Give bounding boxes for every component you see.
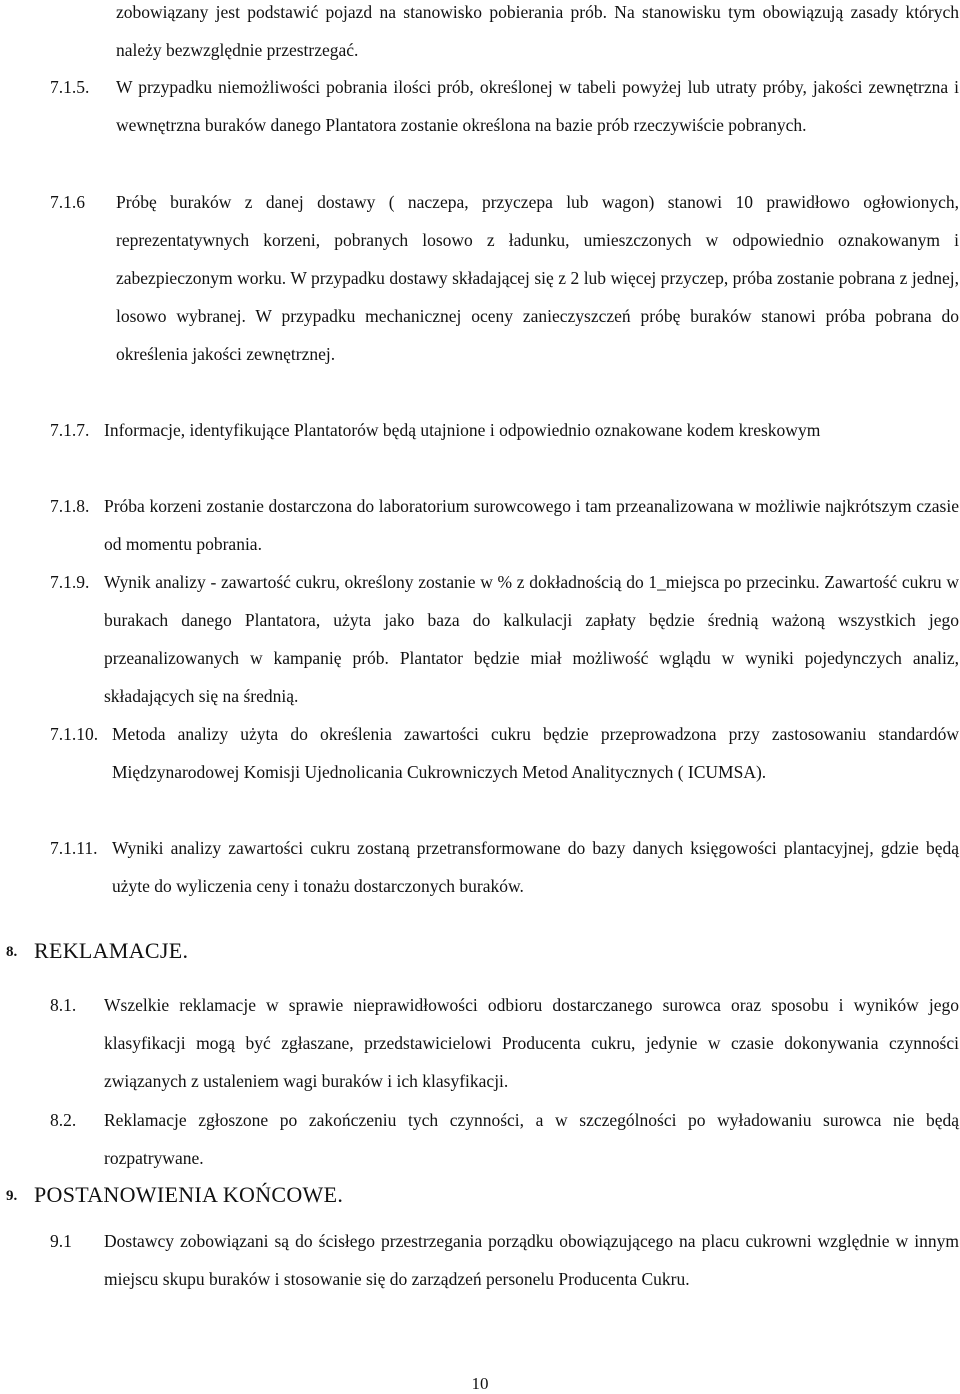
heading-number-8: 8.: [6, 944, 18, 960]
intro-paragraph: zobowiązany jest podstawić pojazd na stanowisko pobierania prób. Na stanowisku tym obowiązują zasady których należy bezwzględnie przestrzegać.: [116, 2, 959, 60]
heading-number-9: 9.: [6, 1188, 18, 1204]
heading-title-reklamacje: REKLAMACJE.: [34, 938, 189, 963]
section-number-7-1-5: 7.1.5.: [50, 77, 90, 97]
section-heading-9: [0, 1180, 960, 1216]
section-number-8-2: 8.2.: [50, 1110, 77, 1130]
section-number-8-1: 8.1.: [50, 995, 77, 1015]
section-number-7-1-7: 7.1.7.: [50, 420, 90, 440]
paragraph-7-1-5: W przypadku niemożliwości pobrania ilości prób, określonej w tabeli powyżej lub utraty próby, jakości zewnętrzna i wewnętrzna buraków danego Plantatora zostanie określona na bazie prób rzeczywiście pobranych.: [116, 77, 959, 135]
heading-title-postanowienia-koncowe: POSTANOWIENIA KOŃCOWE.: [34, 1182, 344, 1207]
section-number-7-1-10: 7.1.10.: [50, 724, 99, 744]
paragraph-8-1: Wszelkie reklamacje w sprawie nieprawidłowości odbioru dostarczanego surowca oraz sposobu i wyników jego klasyfikacji mogą być zgłaszane, przedstawicielowi Producenta cukru, jedynie w czasie dokonywania czynności związanych z ustaleniem wagi buraków i ich klasyfikacji.: [104, 995, 959, 1091]
paragraph-9-1: Dostawcy zobowiązani są do ścisłego przestrzegania porządku obowiązującego na placu cukrowni względnie w innym miejscu skupu buraków i stosowanie się do zarządzeń personelu Producenta Cukru.: [104, 1231, 959, 1289]
paragraph-8-2: Reklamacje zgłoszone po zakończeniu tych czynności, a w szczególności po wyładowaniu surowca nie będą rozpatrywane.: [104, 1110, 959, 1168]
section-number-7-1-9: 7.1.9.: [50, 572, 90, 592]
section-number-9-1: 9.1: [50, 1231, 72, 1251]
paragraph-7-1-9: Wynik analizy - zawartość cukru, określony zostanie w % z dokładnością do 1_miejsca po przecinku. Zawartość cukru w burakach danego Plantatora, użyta jako baza do kalkulacji zapłaty będzie średnią ważoną wszystkich jego przeanalizowanych w kampanię prób. Plantator będzie miał możliwość wglądu w wyniki pojedynczych analiz, składających się na średnią.: [104, 572, 959, 706]
paragraph-7-1-7: Informacje, identyfikujące Plantatorów będą utajnione i odpowiednio oznakowane kodem kreskowym: [104, 420, 821, 440]
paragraph-7-1-10: Metoda analizy użyta do określenia zawartości cukru będzie przeprowadzona przy zastosowaniu standardów Międzynarodowej Komisji Ujednolicania Cukrowniczych Metod Analitycznych ( ICUMSA).: [112, 724, 959, 782]
paragraph-7-1-11: Wyniki analizy zawartości cukru zostaną przetransformowane do bazy danych księgowości plantacyjnej, gdzie będą użyte do wyliczenia ceny i tonażu dostarczonych buraków.: [112, 838, 959, 896]
section-number-7-1-11: 7.1.11.: [50, 838, 98, 858]
paragraph-7-1-8: Próba korzeni zostanie dostarczona do laboratorium surowcowego i tam przeanalizowana w możliwie najkrótszym czasie od momentu pobrania.: [104, 496, 959, 554]
section-heading-8: [0, 936, 960, 972]
section-number-7-1-8: 7.1.8.: [50, 496, 90, 516]
page-number: 10: [471, 1374, 489, 1393]
section-number-7-1-6: 7.1.6: [50, 192, 85, 212]
paragraph-7-1-6: Próbę buraków z danej dostawy ( naczepa, przyczepa lub wagon) stanowi 10 prawidłowo ogłowionych, reprezentatywnych korzeni, pobranych losowo z ładunku, umieszczonych w odpowiednio oznakowanym i zabezpieczonym worku. W przypadku dostawy składającej się z 2 lub więcej przyczep, próba zostanie pobrana z jednej, losowo wybranej. W przypadku mechanicznej oceny zanieczyszczeń próbę buraków stanowi próba pobrana do określenia jakości zewnętrznej.: [116, 192, 959, 364]
